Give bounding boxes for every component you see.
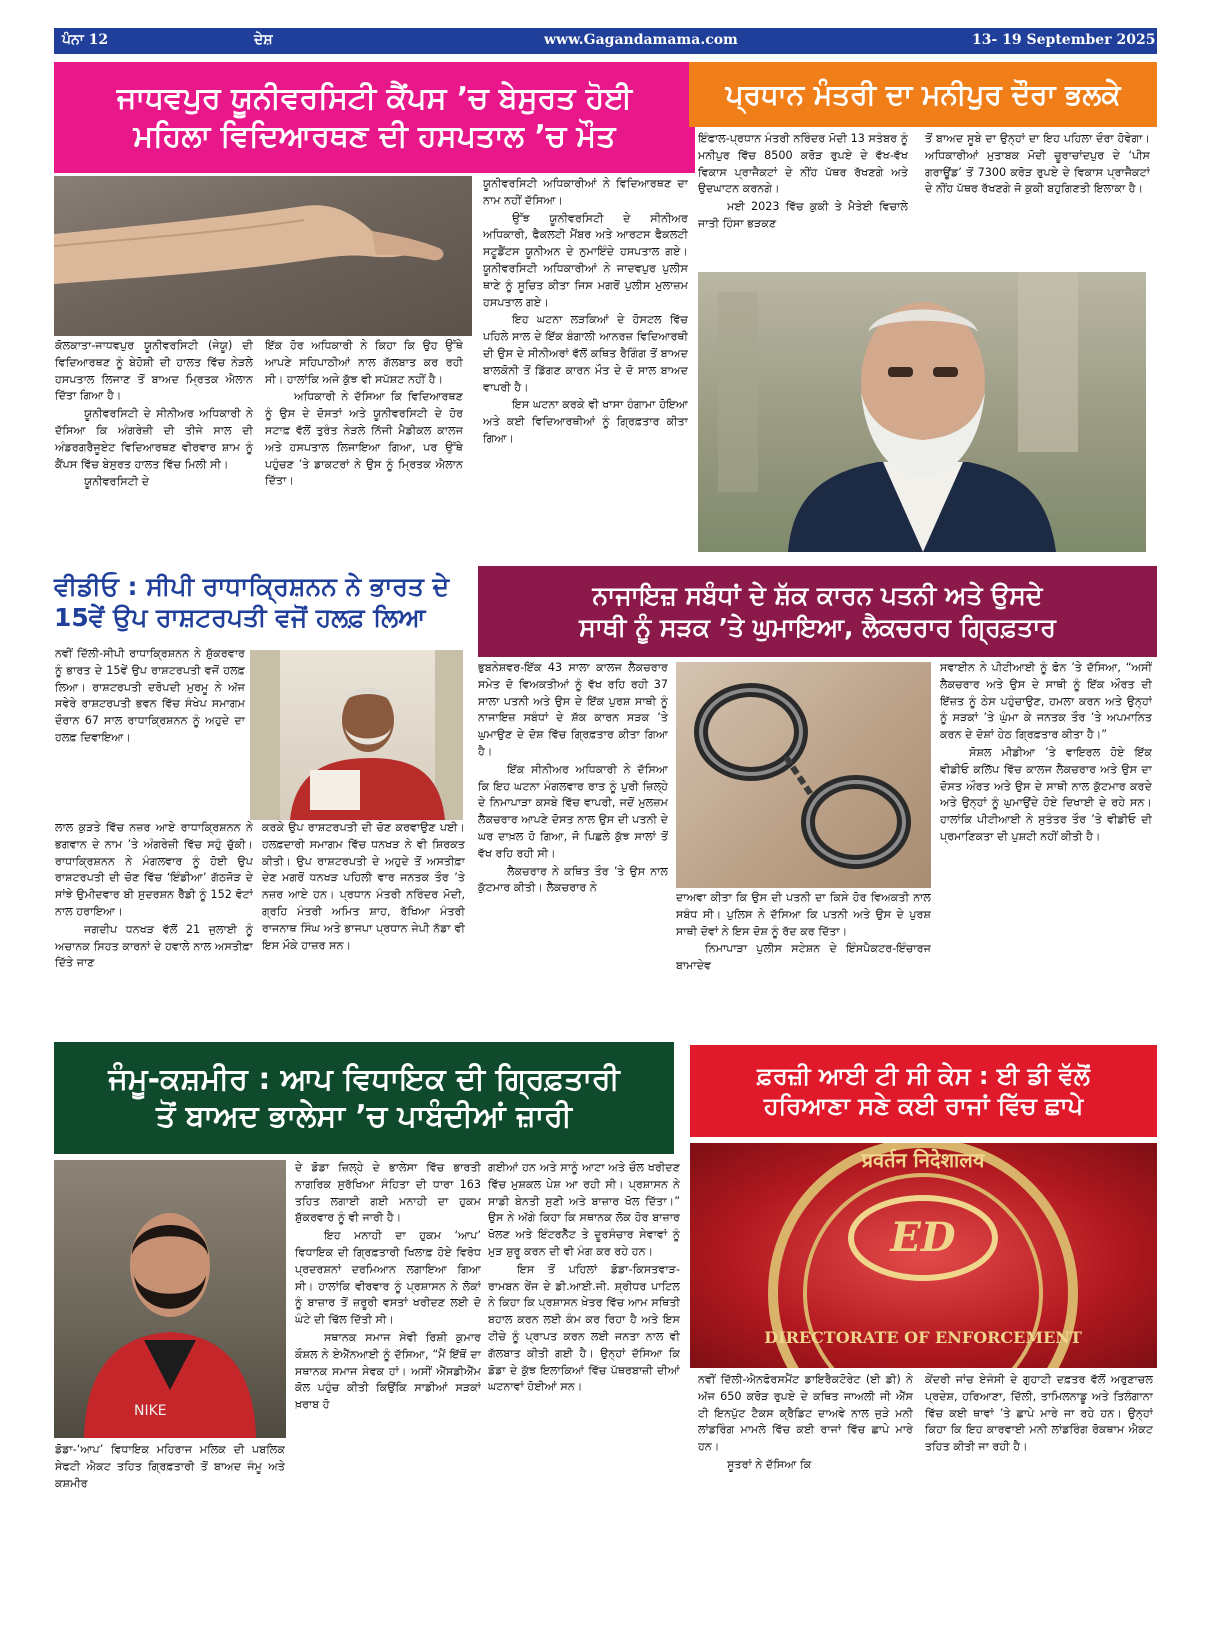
paragraph: ਇਸ ਘਟਨਾ ਕਰਕੇ ਵੀ ਖਾਸਾ ਹੰਗਾਮਾ ਹੋਇਆ ਅਤੇ ਕਈ ਵਿਦਿਆਰਥੀਆਂ ਨੂੰ ਗ੍ਰਿਫ਼ਤਾਰ ਕੀਤਾ ਗਿਆ। (483, 398, 688, 445)
article5-headline (54, 1042, 674, 1154)
article2-photo-modi (698, 272, 1146, 552)
paragraph: ਮਈ 2023 ਵਿੱਚ ਕੁਕੀ ਤੇ ਮੈਤੇਈ ਵਿਚਾਲੇ ਜਾਤੀ ਹਿੰਸਾ ਭੜਕਣ (698, 200, 908, 230)
masthead-bar (54, 28, 1157, 54)
paragraph: ਤੋਂ ਬਾਅਦ ਸੂਬੇ ਦਾ ਉਨ੍ਹਾਂ ਦਾ ਇਹ ਪਹਿਲਾ ਦੌਰਾ ਹੋਵੇਗਾ। ਅਧਿਕਾਰੀਆਂ ਮੁਤਾਬਕ ਮੋਦੀ ਚੂਰਾਚਾਂਦਪੁਰ ਦੇ ‘ਪੀਸ ਗਰਾਊਂਡ’ ਤੋਂ 7300 ਕਰੋੜ ਰੁਪਏ ਦੇ ਵਿਕਾਸ ਪ੍ਰਾਜੈਕਟਾਂ ਦੇ ਨੀਂਹ ਪੱਥਰ ਰੱਖਣਗੇ ਜੋ ਕੁਕੀ ਬਹੁਗਿਣਤੀ ਇਲਾਕਾ ਹੈ। (925, 132, 1150, 196)
ed-seal-text: DIRECTORATE OF ENFORCEMENT (764, 1328, 1082, 1347)
article2-column-1 (698, 131, 908, 266)
headline-line: ਤੋਂ ਬਾਅਦ ਭਾਲੇਸਾ ’ਚ ਪਾਬੰਦੀਆਂ ਜ਼ਾਰੀ (156, 1099, 572, 1134)
paragraph: ਸਥਾਨਕ ਸਮਾਜ ਸੇਵੀ ਰਿਸ਼ੀ ਕੁਮਾਰ ਕੌਸ਼ਲ ਨੇ ਏਐੱਨਆਈ ਨੂੰ ਦੱਸਿਆ, “ਮੈਂ ਇੱਥੋਂ ਦਾ ਸਥਾਨਕ ਸਮਾਜ ਸੇਵਕ ਹਾਂ। ਅਸੀਂ ਐੱਸਡੀਐੱਮ ਕੋਲ ਪਹੁੰਚ ਕੀਤੀ ਕਿਉਂਕਿ ਸਾਡੀਆਂ ਸੜਕਾਂ ਖ਼ਰਾਬ ਹੋ (295, 1330, 481, 1412)
paragraph: ਕੋਲਕਾਤਾ-ਜਾਧਵਪੁਰ ਯੂਨੀਵਰਸਿਟੀ (ਜੇਯੂ) ਦੀ ਵਿਦਿਆਰਥਣ ਨੂੰ ਬੇਹੋਸ਼ੀ ਦੀ ਹਾਲਤ ਵਿੱਚ ਨੇੜਲੇ ਹਸਪਤਾਲ ਲਿਜਾਣ ਤੋਂ ਬਾਅਦ ਮ੍ਰਿਤਕ ਐਲਾਨ ਦਿੱਤਾ ਗਿਆ ਹੈ। (55, 339, 253, 403)
article6-headline (690, 1045, 1157, 1137)
paragraph: ਸਵਾਈਨ ਨੇ ਪੀਟੀਆਈ ਨੂੰ ਫੋਨ ’ਤੇ ਦੱਸਿਆ, “ਅਸੀਂ ਲੈਕਚਰਾਰ ਅਤੇ ਉਸ ਦੇ ਸਾਥੀ ਨੂੰ ਇੱਕ ਔਰਤ ਦੀ ਇੱਜ਼ਤ ਨੂੰ ਠੇਸ ਪਹੁੰਚਾਉਣ, ਹਮਲਾ ਕਰਨ ਅਤੇ ਉਨ੍ਹਾਂ ਨੂੰ ਸੜਕਾਂ ’ਤੇ ਘੁੰਮਾ ਕੇ ਜਨਤਕ ਤੌਰ ’ਤੇ ਅਪਮਾਨਿਤ ਕਰਨ ਦੇ ਦੋਸ਼ਾਂ ਹੇਠ ਗ੍ਰਿਫ਼ਤਾਰ ਕੀਤਾ ਹੈ।” (940, 661, 1152, 742)
paragraph: ਲੈਕਚਰਾਰ ਨੇ ਕਥਿਤ ਤੌਰ ’ਤੇ ਉਸ ਨਾਲ ਕੁੱਟਮਾਰ ਕੀਤੀ। ਲੈਕਚਰਾਰ ਨੇ (478, 864, 668, 895)
article6-photo-ed-seal (690, 1143, 1157, 1368)
headline-line: ਜੰਮੂ-ਕਸ਼ਮੀਰ : ਆਪ ਵਿਧਾਇਕ ਦੀ ਗ੍ਰਿਫ਼ਤਾਰੀ (108, 1061, 620, 1097)
paragraph: ਕਰਕੇ ਉਪ ਰਾਸ਼ਟਰਪਤੀ ਦੀ ਚੋਣ ਕਰਵਾਉਣ ਪਈ। ਹਲਫ਼ਦਾਰੀ ਸਮਾਗਮ ਵਿੱਚ ਧਨਖੜ ਨੇ ਵੀ ਸ਼ਿਰਕਤ ਕੀਤੀ। ਉਪ ਰਾਸ਼ਟਰਪਤੀ ਦੇ ਅਹੁਦੇ ਤੋਂ ਅਸਤੀਫ਼ਾ ਦੇਣ ਮਗਰੋਂ ਧਨਖੜ ਪਹਿਲੀ ਵਾਰ ਜਨਤਕ ਤੌਰ ’ਤੇ ਨਜ਼ਰ ਆਏ ਹਨ। ਪ੍ਰਧਾਨ ਮੰਤਰੀ ਨਰਿੰਦਰ ਮੋਦੀ, ਗ੍ਰਹਿ ਮੰਤਰੀ ਅਮਿਤ ਸ਼ਾਹ, ਰੱਖਿਆ ਮੰਤਰੀ ਰਾਜਨਾਥ ਸਿੰਘ ਅਤੇ ਭਾਜਪਾ ਪ੍ਰਧਾਨ ਜੇਪੀ ਨੱਡਾ ਵੀ ਇਸ ਮੌਕੇ ਹਾਜ਼ਰ ਸਨ। (262, 821, 465, 952)
headline-line: ਸਾਥੀ ਨੂੰ ਸੜਕ ’ਤੇ ਘੁਮਾਇਆ, ਲੈਕਚਰਾਰ ਗ੍ਰਿਫ਼ਤਾਰ (579, 612, 1056, 642)
headline-line: ਨਾਜਾਇਜ਼ ਸਬੰਧਾਂ ਦੇ ਸ਼ੱਕ ਕਾਰਨ ਪਤਨੀ ਅਤੇ ਉਸਦੇ (592, 581, 1043, 611)
article5-column-1 (295, 1160, 481, 1522)
paragraph: ਇੱਕ ਹੋਰ ਅਧਿਕਾਰੀ ਨੇ ਕਿਹਾ ਕਿ ਉਹ ਉੱਥੇ ਆਪਣੇ ਸਹਿਪਾਠੀਆਂ ਨਾਲ ਗੱਲਬਾਤ ਕਰ ਰਹੀ ਸੀ। ਹਾਲਾਂਕਿ ਅਜੇ ਕੁੱਝ ਵੀ ਸਪੱਸ਼ਟ ਨਹੀਂ ਹੈ। (265, 339, 463, 386)
article5-caption (55, 1442, 285, 1522)
article1-column-3 (483, 176, 688, 558)
paragraph: ਯੂਨੀਵਰਸਿਟੀ ਦੇ ਸੀਨੀਅਰ ਅਧਿਕਾਰੀ ਨੇ ਦੱਸਿਆ ਕਿ ਅੰਗਰੇਜ਼ੀ ਦੀ ਤੀਜੇ ਸਾਲ ਦੀ ਅੰਡਰਗਰੈਜੂਏਟ ਵਿਦਿਆਰਥਣ ਵੀਰਵਾਰ ਸ਼ਾਮ ਨੂੰ ਕੈਂਪਸ ਵਿੱਚ ਬੇਸੁਰਤ ਹਾਲਤ ਵਿੱਚ ਮਿਲੀ ਸੀ। (55, 407, 253, 471)
article3-intro (55, 646, 245, 818)
section-name: ਦੇਸ਼ (254, 32, 273, 48)
paragraph: ਨਿਮਾਪਾੜਾ ਪੁਲੀਸ ਸਟੇਸ਼ਨ ਦੇ ਇੰਸਪੈਕਟਰ-ਇੰਚਾਰਜ ਬਾਮਾਦੇਵ (676, 942, 931, 973)
photo-caption: ਡੋਡਾ-‘ਆਪ’ ਵਿਧਾਇਕ ਮਹਿਰਾਜ ਮਲਿਕ ਦੀ ਪਬਲਿਕ ਸੇਫਟੀ ਐਕਟ ਤਹਿਤ ਗ੍ਰਿਫ਼ਤਾਰੀ ਤੋਂ ਬਾਅਦ ਜੰਮੂ ਅਤੇ ਕਸ਼ਮੀਰ (55, 1443, 285, 1490)
article3-headline (54, 562, 464, 642)
article6-column-1 (698, 1372, 913, 1522)
paragraph: ਨਵੀਂ ਦਿੱਲੀ-ਐਨਫੋਰਸਮੈਂਟ ਡਾਇਰੈਕਟੋਰੇਟ (ਈ ਡੀ) ਨੇ ਅੱਜ 650 ਕਰੋੜ ਰੁਪਏ ਦੇ ਕਥਿਤ ਜਾਅਲੀ ਜੀ ਐੱਸ ਟੀ ਇਨਪੁੱਟ ਟੈਕਸ ਕ੍ਰੈਡਿਟ ਦਾਅਵੇ ਨਾਲ ਜੁੜੇ ਮਨੀ ਲਾਂਡਰਿੰਗ ਮਾਮਲੇ ਵਿੱਚ ਕਈ ਰਾਜਾਂ ਵਿੱਚ ਛਾਪੇ ਮਾਰੇ ਹਨ। (698, 1373, 913, 1454)
article4-headline (478, 566, 1157, 657)
article4-photo-handcuffs (676, 662, 931, 888)
article5-photo-mla (54, 1160, 286, 1438)
headline-line: ਹਰਿਆਣਾ ਸਣੇ ਕਈ ਰਾਜਾਂ ਵਿੱਚ ਛਾਪੇ (763, 1092, 1084, 1120)
article2-headline (689, 62, 1157, 127)
paragraph: ਯੂਨੀਵਰਸਿਟੀ ਅਧਿਕਾਰੀਆਂ ਨੇ ਵਿਦਿਆਰਥਣ ਦਾ ਨਾਮ ਨਹੀਂ ਦੱਸਿਆ। (483, 177, 688, 207)
paragraph: ਇਸ ਤੋਂ ਪਹਿਲਾਂ ਡੋਡਾ-ਕਿਸਤਵਾੜ-ਰਾਮਬਨ ਰੇਂਜ ਦੇ ਡੀ.ਆਈ.ਜੀ. ਸ਼੍ਰੀਧਰ ਪਾਟਿਲ ਨੇ ਕਿਹਾ ਕਿ ਪ੍ਰਸ਼ਾਸਨ ਖ਼ੇਤਰ ਵਿੱਚ ਆਮ ਸਥਿਤੀ ਬਹਾਲ ਕਰਨ ਲਈ ਕੰਮ ਕਰ ਰਿਹਾ ਹੈ ਅਤੇ ਇਸ ਟੀਚੇ ਨੂੰ ਪ੍ਰਾਪਤ ਕਰਨ ਲਈ ਜਨਤਾ ਨਾਲ ਵੀ ਗੱਲਬਾਤ ਕੀਤੀ ਗਈ ਹੈ। ਉਨ੍ਹਾਂ ਦੱਸਿਆ ਕਿ ਡੋਡਾ ਦੇ ਕੁੱਝ ਇਲਾਕਿਆਂ ਵਿੱਚ ਪੱਥਰਬਾਜ਼ੀ ਦੀਆਂ ਘਟਨਾਵਾਂ ਹੋਈਆਂ ਸਨ। (488, 1262, 680, 1394)
paragraph: ਭੁਬਨੇਸ਼ਵਰ-ਇੱਕ 43 ਸਾਲਾ ਕਾਲਜ ਲੈਕਚਰਾਰ ਸਮੇਤ ਦੋ ਵਿਅਕਤੀਆਂ ਨੂੰ ਵੱਖ ਰਹਿ ਰਹੀ 37 ਸਾਲਾ ਪਤਨੀ ਅਤੇ ਉਸ ਦੇ ਇੱਕ ਪੁਰਸ਼ ਸਾਥੀ ਨੂੰ ਨਾਜਾਇਜ਼ ਸਬੰਧਾਂ ਦੇ ਸ਼ੱਕ ਕਾਰਨ ਸੜਕ ’ਤੇ ਘੁਮਾਉਣ ਦੇ ਦੋਸ਼ ਵਿੱਚ ਗ੍ਰਿਫ਼ਤਾਰ ਕੀਤਾ ਗਿਆ ਹੈ। (478, 661, 668, 758)
article1-headline (54, 62, 695, 173)
paragraph: ਇਹ ਘਟਨਾ ਲੜਕਿਆਂ ਦੇ ਹੋਸਟਲ ਵਿੱਚ ਪਹਿਲੇ ਸਾਲ ਦੇ ਇੱਕ ਬੰਗਾਲੀ ਆਨਰਜ਼ ਵਿਦਿਆਰਥੀ ਦੀ ਉਸ ਦੇ ਸੀਨੀਅਰਾਂ ਵੱਲੋਂ ਕਥਿਤ ਰੈਗਿੰਗ ਤੋਂ ਬਾਅਦ ਬਾਲਕੋਨੀ ਤੋਂ ਡਿੱਗਣ ਕਾਰਨ ਮੌਤ ਦੇ ਦੋ ਸਾਲ ਬਾਅਦ ਵਾਪਰੀ ਹੈ। (483, 313, 688, 394)
paragraph: ਜਗਦੀਪ ਧਨਖੜ ਵੱਲੋਂ 21 ਜੁਲਾਈ ਨੂੰ ਅਚਾਨਕ ਸਿਹਤ ਕਾਰਨਾਂ ਦੇ ਹਵਾਲੇ ਨਾਲ ਅਸਤੀਫ਼ਾ ਦਿੱਤੇ ਜਾਣ (55, 922, 253, 970)
ed-monogram: ED (890, 1214, 956, 1261)
paragraph: ਨਵੀਂ ਦਿੱਲੀ-ਸੀਪੀ ਰਾਧਾਕ੍ਰਿਸ਼ਨਨ ਨੇ ਸ਼ੁੱਕਰਵਾਰ ਨੂੰ ਭਾਰਤ ਦੇ 15ਵੇਂ ਉਪ ਰਾਸ਼ਟਰਪਤੀ ਵਜੋਂ ਹਲਫ਼ ਲਿਆ। ਰਾਸ਼ਟਰਪਤੀ ਦਰੋਪਦੀ ਮੁਰਮੂ ਨੇ ਅੱਜ ਸਵੇਰੇ ਰਾਸ਼ਟਰਪਤੀ ਭਵਨ ਵਿੱਚ ਸੰਖੇਪ ਸਮਾਗਮ ਦੌਰਾਨ 67 ਸਾਲ ਰਾਧਾਕ੍ਰਿਸ਼ਨਨ ਨੂੰ ਅਹੁਦੇ ਦਾ ਹਲਫ਼ ਦਿਵਾਇਆ। (55, 647, 245, 744)
article4-column-1 (478, 660, 668, 1032)
paragraph: ਕੇਂਦਰੀ ਜਾਂਚ ਏਜੰਸੀ ਦੇ ਗੁਹਾਟੀ ਦਫ਼ਤਰ ਵੱਲੋਂ ਅਰੁਣਾਚਲ ਪ੍ਰਦੇਸ਼, ਹਰਿਆਣਾ, ਦਿੱਲੀ, ਤਾਮਿਲਨਾਡੂ ਅਤੇ ਤਿਲੰਗਾਨਾ ਵਿੱਚ ਕਈ ਥਾਵਾਂ ’ਤੇ ਛਾਪੇ ਮਾਰੇ ਜਾ ਰਹੇ ਹਨ। ਉਨ੍ਹਾਂ ਕਿਹਾ ਕਿ ਇਹ ਕਾਰਵਾਈ ਮਨੀ ਲਾਂਡਰਿੰਗ ਰੋਕਥਾਮ ਐਕਟ ਤਹਿਤ ਕੀਤੀ ਜਾ ਰਹੀ ਹੈ। (925, 1373, 1153, 1454)
headline-line: ਪ੍ਰਧਾਨ ਮੰਤਰੀ ਦਾ ਮਨੀਪੁਰ ਦੌਰਾ ਭਲਕੇ (725, 78, 1121, 111)
paragraph: ਇੰਫਾਲ-ਪ੍ਰਧਾਨ ਮੰਤਰੀ ਨਰਿੰਦਰ ਮੋਦੀ 13 ਸਤੰਬਰ ਨੂੰ ਮਨੀਪੁਰ ਵਿੱਚ 8500 ਕਰੋੜ ਰੁਪਏ ਦੇ ਵੱਖ-ਵੱਖ ਵਿਕਾਸ ਪ੍ਰਾਜੈਕਟਾਂ ਦੇ ਨੀਂਹ ਪੱਥਰ ਰੱਖਣਗੇ ਅਤੇ ਉਦਘਾਟਨ ਕਰਨਗੇ। (698, 132, 908, 196)
headline-line: ਮਹਿਲਾ ਵਿਦਿਆਰਥਣ ਦੀ ਹਸਪਤਾਲ ’ਚ ਮੌਤ (133, 118, 616, 154)
page-number: ਪੰਨਾ 12 (62, 32, 109, 48)
headline-line: ਵੀਡੀਓ : ਸੀਪੀ ਰਾਧਾਕ੍ਰਿਸ਼ਨਨ ਨੇ ਭਾਰਤ ਦੇ (54, 571, 450, 601)
article4-column-3 (940, 660, 1152, 1032)
article3-column-2 (262, 820, 465, 1030)
headline-line: ਫ਼ਰਜ਼ੀ ਆਈ ਟੀ ਸੀ ਕੇਸ : ਈ ਡੀ ਵੱਲੋਂ (757, 1062, 1090, 1090)
website-link[interactable]: www.Gagandamama.com (544, 32, 738, 48)
paragraph: ਦਾਅਵਾ ਕੀਤਾ ਕਿ ਉਸ ਦੀ ਪਤਨੀ ਦਾ ਕਿਸੇ ਹੋਰ ਵਿਅਕਤੀ ਨਾਲ ਸਬੰਧ ਸੀ। ਪੁਲਿਸ ਨੇ ਦੱਸਿਆ ਕਿ ਪਤਨੀ ਅਤੇ ਉਸ ਦੇ ਪੁਰਸ਼ ਸਾਥੀ ਦੋਵਾਂ ਨੇ ਇਸ ਦੋਸ਼ ਨੂੰ ਰੱਦ ਕਰ ਦਿੱਤਾ। (676, 891, 931, 938)
issue-date: 13- 19 September 2025 (972, 32, 1156, 48)
paragraph: ਇਹ ਮਨਾਹੀ ਦਾ ਹੁਕਮ ‘ਆਪ’ ਵਿਧਾਇਕ ਦੀ ਗ੍ਰਿਫ਼ਤਾਰੀ ਖਿਲਾਫ਼ ਹੋਏ ਵਿਰੋਧ ਪ੍ਰਦਰਸ਼ਨਾਂ ਦਰਮਿਆਨ ਲਗਾਇਆ ਗਿਆ ਸੀ। ਹਾਲਾਂਕਿ ਵੀਰਵਾਰ ਨੂੰ ਪ੍ਰਸ਼ਾਸਨ ਨੇ ਲੋਕਾਂ ਨੂੰ ਬਾਜ਼ਾਰ ਤੋਂ ਜ਼ਰੂਰੀ ਵਸਤਾਂ ਖਰੀਦਣ ਲਈ ਦੋ ਘੰਟੇ ਦੀ ਢਿੱਲ ਦਿੱਤੀ ਸੀ। (295, 1229, 481, 1327)
paragraph: ਅਧਿਕਾਰੀ ਨੇ ਦੱਸਿਆ ਕਿ ਵਿਦਿਆਰਥਣ ਨੂੰ ਉਸ ਦੇ ਦੋਸਤਾਂ ਅਤੇ ਯੂਨੀਵਰਸਿਟੀ ਦੇ ਹੋਰ ਸਟਾਫ਼ ਵੱਲੋਂ ਤੁਰੰਤ ਨੇੜਲੇ ਨਿੱਜੀ ਮੈਡੀਕਲ ਕਾਲਜ ਅਤੇ ਹਸਪਤਾਲ ਲਿਜਾਇਆ ਗਿਆ, ਪਰ ਉੱਥੇ ਪਹੁੰਚਣ ’ਤੇ ਡਾਕਟਰਾਂ ਨੇ ਉਸ ਨੂੰ ਮ੍ਰਿਤਕ ਐਲਾਨ ਦਿੱਤਾ। (265, 390, 463, 488)
paragraph: ਸੋਸ਼ਲ ਮੀਡੀਆ ’ਤੇ ਵਾਇਰਲ ਹੋਏ ਇੱਕ ਵੀਡੀਓ ਕਲਿੱਪ ਵਿੱਚ ਕਾਲਜ ਲੈਕਚਰਾਰ ਅਤੇ ਉਸ ਦਾ ਦੋਸਤ ਔਰਤ ਅਤੇ ਉਸ ਦੇ ਸਾਥੀ ਨਾਲ ਕੁੱਟਮਾਰ ਕਰਦੇ ਅਤੇ ਉਨ੍ਹਾਂ ਨੂੰ ਘੁਮਾਉਂਦੇ ਹੋਏ ਦਿਖਾਈ ਦੇ ਰਹੇ ਸਨ। ਹਾਲਾਂਕਿ ਪੀਟੀਆਈ ਨੇ ਸੁਤੰਤਰ ਤੌਰ ’ਤੇ ਵੀਡੀਓ ਦੀ ਪ੍ਰਮਾਣਿਕਤਾ ਦੀ ਪੁਸ਼ਟੀ ਨਹੀਂ ਕੀਤੀ ਹੈ। (940, 745, 1152, 843)
ed-hindi-text: प्रवर्तन निदेशालय (861, 1148, 985, 1172)
paragraph: ਇੱਕ ਸੀਨੀਅਰ ਅਧਿਕਾਰੀ ਨੇ ਦੱਸਿਆ ਕਿ ਇਹ ਘਟਨਾ ਮੰਗਲਵਾਰ ਰਾਤ ਨੂੰ ਪੁਰੀ ਜ਼ਿਲ੍ਹੇ ਦੇ ਨਿਮਾਪਾੜਾ ਕਸਬੇ ਵਿੱਚ ਵਾਪਰੀ, ਜਦੋਂ ਮੁਲਜ਼ਮ ਲੈਕਚਰਾਰ ਆਪਣੇ ਦੋਸਤ ਨਾਲ ਉਸ ਦੀ ਪਤਨੀ ਦੇ ਘਰ ਦਾਖ਼ਲ ਹੋ ਗਿਆ, ਜੋ ਪਿਛਲੇ ਕੁੱਝ ਸਾਲਾਂ ਤੋਂ ਵੱਖ ਰਹਿ ਰਹੀ ਸੀ। (478, 762, 668, 860)
shirt-print: NIKE (134, 1403, 167, 1419)
article3-column-1 (55, 820, 253, 1030)
article3-photo-oath (250, 650, 463, 820)
article5-column-2 (488, 1160, 680, 1522)
article6-column-2 (925, 1372, 1153, 1522)
article1-photo-arm (54, 176, 472, 336)
paragraph: ਉੱਝ ਯੂਨੀਵਰਸਿਟੀ ਦੇ ਸੀਨੀਅਰ ਅਧਿਕਾਰੀ, ਫੈਕਲਟੀ ਮੈਂਬਰ ਅਤੇ ਆਰਟਸ ਫੈਕਲਟੀ ਸਟੂਡੈਂਟਸ ਯੂਨੀਅਨ ਦੇ ਨੁਮਾਇੰਦੇ ਹਸਪਤਾਲ ਗਏ। ਯੂਨੀਵਰਸਿਟੀ ਅਧਿਕਾਰੀਆਂ ਨੇ ਜਾਦਵਪੁਰ ਪੁਲੀਸ ਥਾਣੇ ਨੂੰ ਸੂਚਿਤ ਕੀਤਾ ਜਿਸ ਮਗਰੋਂ ਪੁਲੀਸ ਮੁਲਾਜ਼ਮ ਹਸਪਤਾਲ ਗਏ। (483, 211, 688, 309)
paragraph: ਦੇ ਡੋਡਾ ਜ਼ਿਲ੍ਹੇ ਦੇ ਭਾਲੇਸਾ ਵਿੱਚ ਭਾਰਤੀ ਨਾਗਰਿਕ ਸੁਰੱਖਿਆ ਸੰਹਿਤਾ ਦੀ ਧਾਰਾ 163 ਤਹਿਤ ਲਗਾਈ ਗਈ ਮਨਾਹੀ ਦਾ ਹੁਕਮ ਸ਼ੁੱਕਰਵਾਰ ਨੂੰ ਵੀ ਜਾਰੀ ਹੈ। (295, 1161, 481, 1225)
article1-column-1 (55, 338, 253, 558)
paragraph: ਯੂਨੀਵਰਸਿਟੀ ਦੇ (84, 475, 150, 489)
headline-line: ਜਾਧਵਪੁਰ ਯੂਨੀਵਰਸਿਟੀ ਕੈਂਪਸ ’ਚ ਬੇਸੁਰਤ ਹੋਈ (116, 81, 633, 116)
article2-column-2 (925, 131, 1150, 266)
paragraph: ਸੂਤਰਾਂ ਨੇ ਦੱਸਿਆ ਕਿ (727, 1457, 812, 1471)
paragraph: ਗਈਆਂ ਹਨ ਅਤੇ ਸਾਨੂੰ ਆਟਾ ਅਤੇ ਚੌਲ ਖਰੀਦਣ ਵਿੱਚ ਮੁਸ਼ਕਲ ਪੇਸ਼ ਆ ਰਹੀ ਸੀ। ਪ੍ਰਸ਼ਾਸਨ ਨੇ ਸਾਡੀ ਬੇਨਤੀ ਸੁਣੀ ਅਤੇ ਬਾਜ਼ਾਰ ਖੋਲ ਦਿੱਤਾ।” ਉਸ ਨੇ ਅੱਗੇ ਕਿਹਾ ਕਿ ਸਥਾਨਕ ਲੋਕ ਹੋਰ ਬਾਜ਼ਾਰ ਖੋਲਣ ਅਤੇ ਇੰਟਰਨੈੱਟ ਤੇ ਦੂਰਸੰਚਾਰ ਸੇਵਾਵਾਂ ਨੂੰ ਮੁੜ ਸ਼ੁਰੂ ਕਰਨ ਦੀ ਵੀ ਮੰਗ ਕਰ ਰਹੇ ਹਨ। (488, 1161, 680, 1258)
article1-column-2 (265, 338, 463, 558)
article4-column-2 (676, 890, 931, 1032)
headline-line: 15ਵੇਂ ਉਪ ਰਾਸ਼ਟਰਪਤੀ ਵਜੋਂ ਹਲਫ਼ ਲਿਆ (54, 603, 426, 632)
paragraph: ਲਾਲ ਕੁੜਤੇ ਵਿੱਚ ਨਜ਼ਰ ਆਏ ਰਾਧਾਕ੍ਰਿਸ਼ਨਨ ਨੇ ਭਗਵਾਨ ਦੇ ਨਾਮ ’ਤੇ ਅੰਗਰੇਜ਼ੀ ਵਿੱਚ ਸਹੁੰ ਚੁੱਕੀ। ਰਾਧਾਕ੍ਰਿਸ਼ਨਨ ਨੇ ਮੰਗਲਵਾਰ ਨੂੰ ਹੋਈ ਉਪ ਰਾਸ਼ਟਰਪਤੀ ਦੀ ਚੋਣ ਵਿੱਚ ‘ਇੰਡੀਆ’ ਗੱਠਜੋੜ ਦੇ ਸਾਂਝੇ ਉਮੀਦਵਾਰ ਬੀ ਸੁਦਰਸ਼ਨ ਰੈੱਡੀ ਨੂੰ 152 ਵੋਟਾਂ ਨਾਲ ਹਰਾਇਆ। (55, 821, 253, 918)
